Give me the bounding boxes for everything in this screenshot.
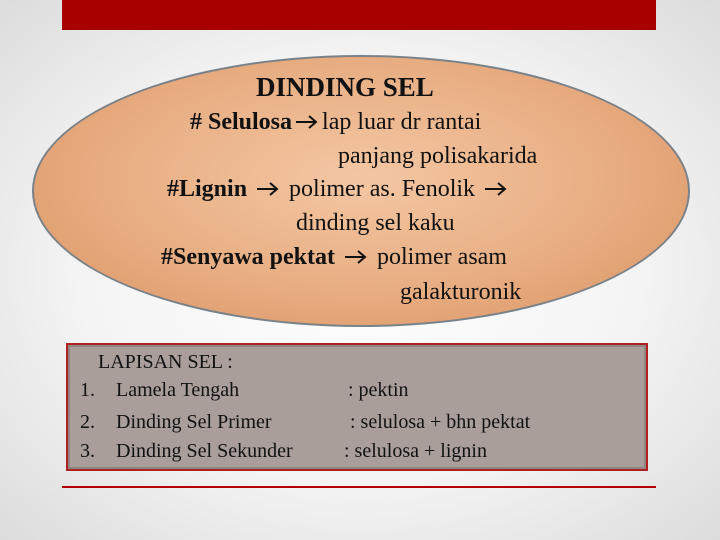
page-title: DINDING SEL (256, 72, 434, 102)
item-text-line2: dinding sel kaku (296, 210, 455, 236)
item-text-line1: lap luar dr rantai (322, 109, 482, 135)
arrow-right-icon (295, 114, 319, 130)
top-accent-bar (62, 0, 656, 30)
arrow-right-icon (344, 249, 368, 265)
layer-desc: : pektin (348, 379, 409, 401)
item-text-line1: polimer asam (377, 244, 507, 270)
layer-number: 3. (80, 440, 95, 462)
item-text-line2: panjang polisakarida (338, 143, 538, 169)
item-selulosa (190, 110, 481, 134)
item-senyawa-pektat (161, 245, 507, 269)
layer-number: 2. (80, 411, 95, 433)
arrow-right-icon (484, 181, 508, 197)
item-label: #Senyawa pektat (161, 244, 336, 270)
arrow-right-icon (256, 181, 280, 197)
item-text-line2: galakturonik (400, 279, 522, 305)
layer-desc: : selulosa + lignin (344, 440, 487, 462)
layer-desc: : selulosa + bhn pektat (350, 411, 531, 433)
item-label: #Lignin (167, 176, 248, 202)
bottom-divider (62, 486, 656, 488)
layer-name: Dinding Sel Primer (116, 411, 272, 433)
layer-number: 1. (80, 379, 95, 401)
layer-name: Dinding Sel Sekunder (116, 440, 293, 462)
layer-name: Lamela Tengah (116, 379, 240, 401)
item-label: # Selulosa (190, 109, 293, 135)
item-text-line1: polimer as. Fenolik (289, 176, 476, 202)
item-lignin (167, 177, 511, 201)
layers-heading: LAPISAN SEL : (98, 351, 233, 373)
